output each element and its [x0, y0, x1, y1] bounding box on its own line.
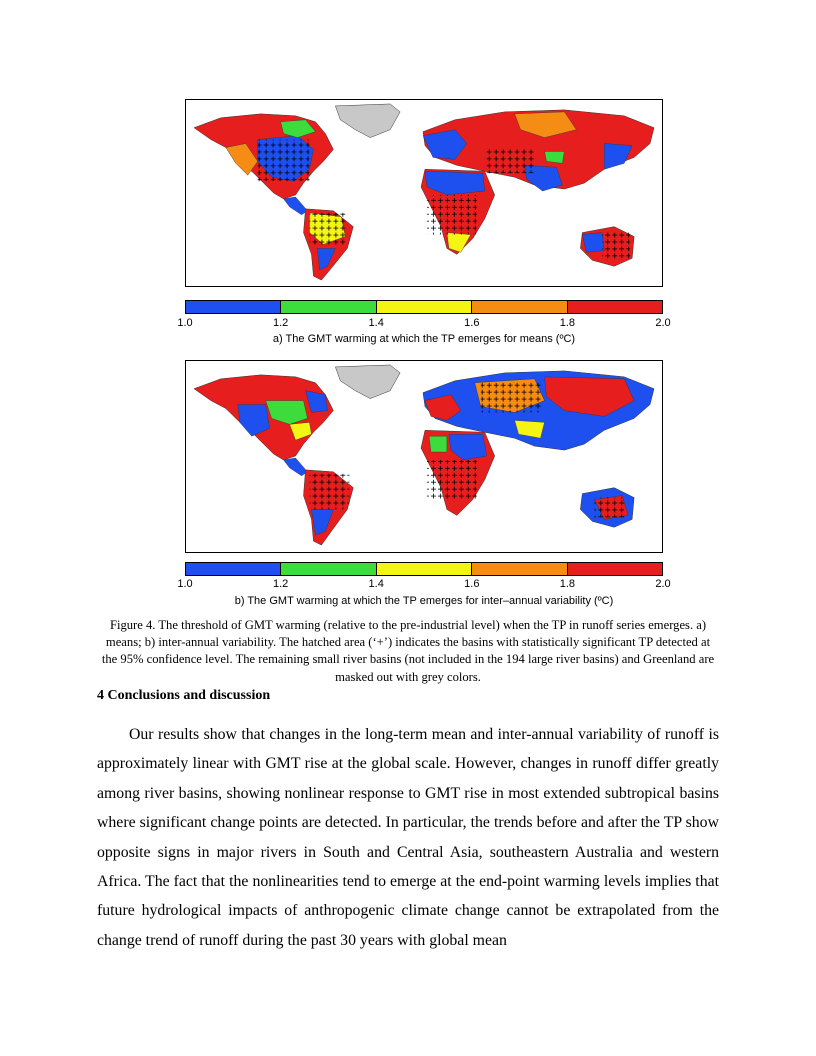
world-map-b: [186, 361, 662, 552]
panel-a-label: a) The GMT warming at which the TP emerges for means (ºC): [272, 333, 576, 345]
colorbar-a-segment: [280, 301, 375, 313]
colorbar-b-segment: [567, 563, 662, 575]
colorbar-b-segment: [280, 563, 375, 575]
central-america: [284, 197, 308, 215]
colorbar-tick-label: 1.0: [177, 578, 193, 590]
colorbar-a-segment: [471, 301, 566, 313]
colorbar-tick-label: 2.0: [655, 317, 671, 329]
colorbar-a-segment: [376, 301, 471, 313]
greenland-mask: [335, 365, 400, 399]
africa-green: [429, 436, 447, 452]
colorbar-tick-label: 1.2: [272, 578, 289, 590]
colorbar-tick-label: 1.4: [368, 317, 384, 329]
colorbar-a-ticks: [177, 317, 671, 331]
colorbar-a: [185, 300, 663, 314]
map-panel-b: [185, 360, 663, 553]
colorbar-tick-label: 1.8: [559, 578, 576, 590]
panel-b-label: b) The GMT warming at which the TP emerges for inter–annual variability (ºC): [234, 595, 614, 607]
colorbar-tick-label: 2.0: [655, 578, 671, 590]
colorbar-a-segment: [186, 301, 280, 313]
colorbar-tick-label: 1.6: [464, 317, 480, 329]
world-map-a: [186, 100, 662, 286]
colorbar-b-ticks: [177, 578, 671, 592]
colorbar-b-segment: [471, 563, 566, 575]
colorbar-a-segment: [567, 301, 662, 313]
colorbar-tick-label: 1.4: [368, 578, 384, 590]
central-america: [284, 458, 308, 476]
colorbar-b-segment: [376, 563, 471, 575]
asia-green: [544, 151, 564, 163]
colorbar-tick-label: 1.6: [464, 578, 480, 590]
body-paragraph: Our results show that changes in the long-term mean and inter-annual variability of runoff is approximately linear with GMT rise at the global scale. However, changes in runoff differ greatly among river basins, showing nonlinear response to GMT rise in most extended subtropical basins where significant change points are detected. In particular, the trends before and after the TP show opposite signs in major rivers in South and Central Asia, southeastern Australia and western Africa. The fact that the nonlinearities tend to emerge at the end-point warming levels implies that future hydrological impacts of anthropogenic climate change cannot be extrapolated from the change trend of runoff during the past 30 years with global mean: [97, 726, 719, 949]
australia-west: [582, 233, 604, 253]
greenland-mask: [335, 104, 400, 138]
colorbar-tick-label: 1.0: [177, 317, 193, 329]
map-panel-a: [185, 99, 663, 287]
colorbar-b-segment: [186, 563, 280, 575]
colorbar-tick-label: 1.8: [559, 317, 576, 329]
figure-caption: Figure 4. The threshold of GMT warming (relative to the pre-industrial level) when the TP in runoff series emerges. a) means; b) inter-annual variability. The hatched area (‘+’) indicates the basins with statistically significant TP detected at the 95% confidence level. The remaining small river basins (not included in the 194 large river basins) and Greenland are masked out with grey colors.: [101, 618, 715, 684]
colorbar-tick-label: 1.2: [272, 317, 289, 329]
section-heading: 4 Conclusions and discussion: [97, 688, 271, 703]
colorbar-b: [185, 562, 663, 576]
